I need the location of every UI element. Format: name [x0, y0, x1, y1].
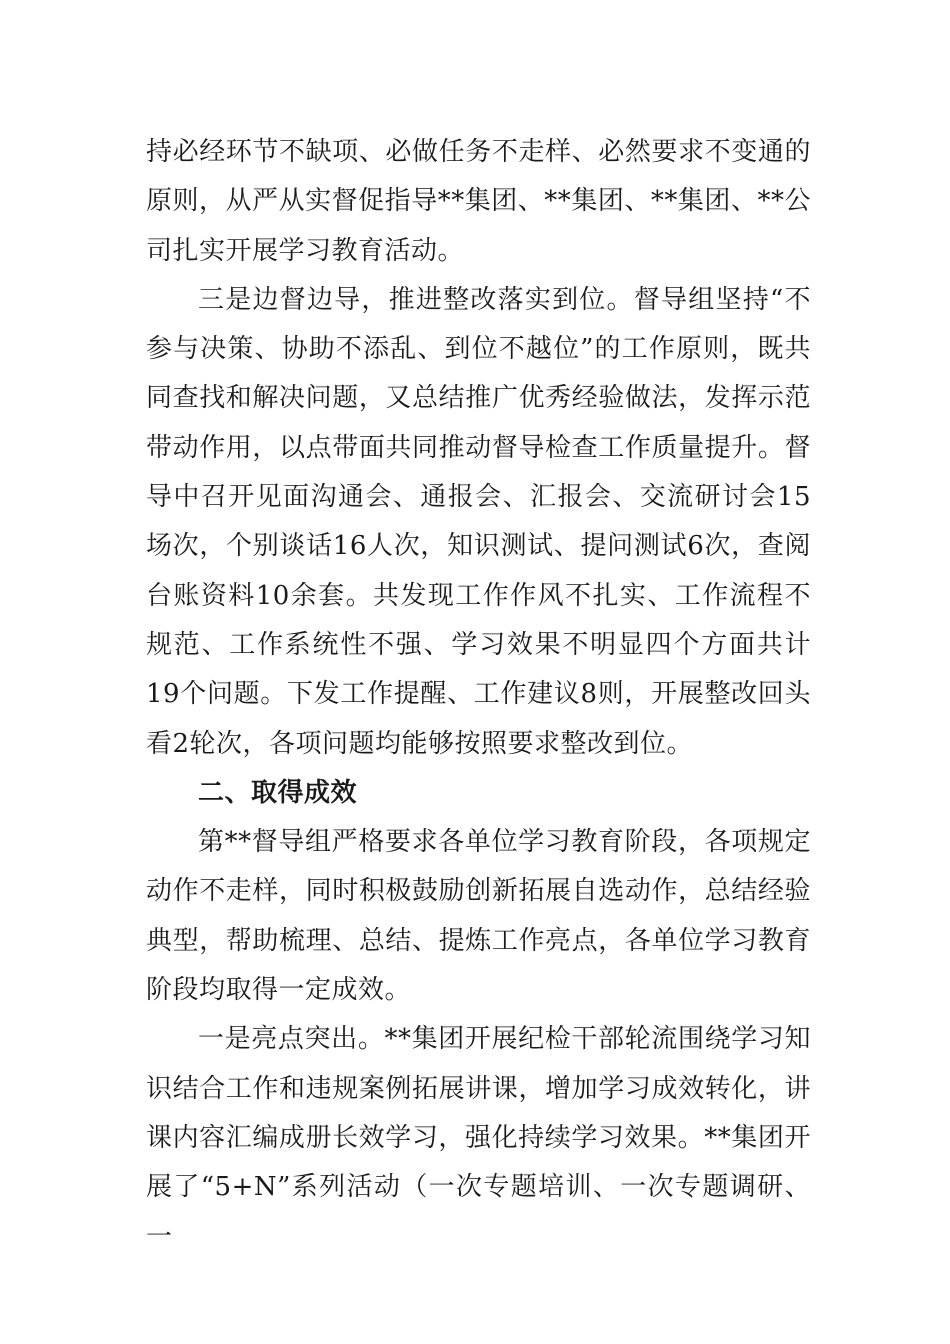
document-body: [146, 128, 811, 1262]
paragraph-supervision-rectification: 三是边督边导，推进整改落实到位。督导组坚持“不参与决策、协助不添乱、到位不越位”的工作原则，既共同查找和解决问题，又总结推广优秀经验做法，发挥示范带动作用，以点带面共同推动督导检查工作质量提升。督导中召开见面沟通会、通报会、汇报会、交流研讨会15场次，个别谈话16人次，知识测试、提问测试6次，查阅台账资料10余套。共发现工作作风不扎实、工作流程不规范、工作系统性不强、学习效果不明显四个方面共计19个问题。下发工作提醒、工作建议8则，开展整改回头看2轮次，各项问题均能够按照要求整改到位。: [146, 284, 811, 759]
paragraph-continuation: 持必经环节不缺项、必做任务不走样、必然要求不变通的原则，从严从实督促指导**集团、**集团、**集团、**公司扎实开展学习教育活动。: [146, 137, 811, 266]
paragraph-highlights: 一是亮点突出。**集团开展纪检干部轮流围绕学习知识结合工作和违规案例拓展讲课，增加学习成效转化，讲课内容汇编成册长效学习，强化持续学习效果。**集团开展了“5+N”系列活动（一次专题培训、一次专题调研、一: [146, 1024, 811, 1252]
section-heading-achievements: 二、取得成效: [198, 777, 358, 808]
paragraph-achievements-intro: 第**督导组严格要求各单位学习教育阶段，各项规定动作不走样，同时积极鼓励创新拓展自选动作，总结经验典型，帮助梳理、总结、提炼工作亮点，各单位学习教育阶段均取得一定成效。: [146, 827, 811, 1006]
